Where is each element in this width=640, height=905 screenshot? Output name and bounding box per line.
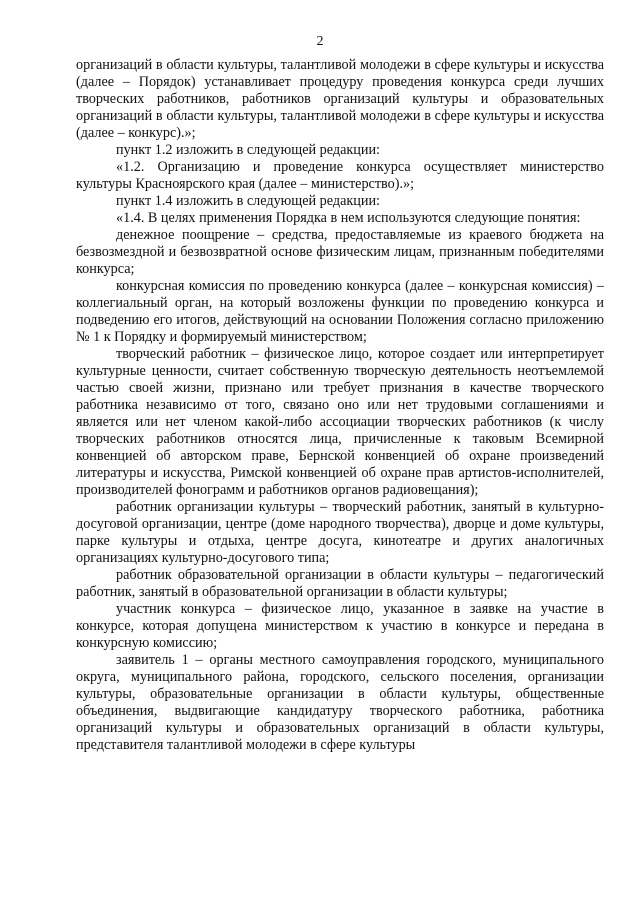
paragraph: «1.4. В целях применения Порядка в нем используются следующие понятия: [116, 210, 581, 226]
document-body [76, 57, 604, 754]
paragraph: «1.2. Организацию и проведение конкурса осуществляет министерство культуры Красноярского края (далее – министерство).»; [76, 159, 604, 192]
paragraph: денежное поощрение – средства, предоставляемые из краевого бюджета на безвозмездной и безвозвратной основе физическим лицам, признанным победителями конкурса; [76, 227, 604, 277]
paragraph: конкурсная комиссия по проведению конкурса (далее – конкурсная комиссия) – коллегиальный орган, на который возложены функции по проведению конкурса и подведению его итогов, действующий на основании Положения согласно приложению № 1 к Порядку и формируемый министерством; [76, 278, 604, 345]
paragraph: участник конкурса – физическое лицо, указанное в заявке на участие в конкурсе, которая допущена министерством к участию в конкурсе и передана в конкурсную комиссию; [76, 601, 604, 651]
paragraph: творческий работник – физическое лицо, которое создает или интерпретирует культурные ценности, считает собственную творческую деятельность неотъемлемой частью своей жизни, признано или требует признания в качестве творческого работника независимо от того, связано оно или нет трудовыми соглашениями и является или нет членом какой-либо ассоциации творческих работников (к числу творческих работников относятся лица, причисленные к таковым Всемирной конвенцией об авторском праве, Бернской конвенцией об охране произведений литературы и искусства, Римской конвенцией об охране прав артистов-исполнителей, производителей фонограмм и работников органов радиовещания); [76, 346, 604, 498]
paragraph: заявитель 1 – органы местного самоуправления городского, муниципального округа, муниципального района, городского, сельского поселения, организации культуры, образовательные организации в области культуры, общественные объединения, выдвигающие кандидатуру творческого работника, работника организаций культуры и образовательных организаций в области культуры, представителя талантливой молодежи в сфере культуры [76, 652, 604, 753]
paragraph: работник образовательной организации в области культуры – педагогический работник, занятый в образовательной организации в области культуры; [76, 567, 604, 600]
page-number: 2 [316, 34, 324, 49]
paragraph: пункт 1.2 изложить в следующей редакции: [116, 142, 380, 158]
paragraph: организаций в области культуры, талантливой молодежи в сфере культуры и искусства (далее – Порядок) устанавливает процедуру проведения конкурса среди лучших творческих работников, работников организаций культуры и образовательных организаций в области культуры, талантливой молодежи в сфере культуры и искусства (далее – конкурс).»; [76, 57, 604, 141]
paragraph: пункт 1.4 изложить в следующей редакции: [116, 193, 380, 209]
paragraph: работник организации культуры – творческий работник, занятый в культурно-досуговой организации, центре (доме народного творчества), дворце и доме культуры, парке культуры и отдыха, центре досуга, кинотеатре и других аналогичных организациях культурно-досугового типа; [76, 499, 604, 566]
